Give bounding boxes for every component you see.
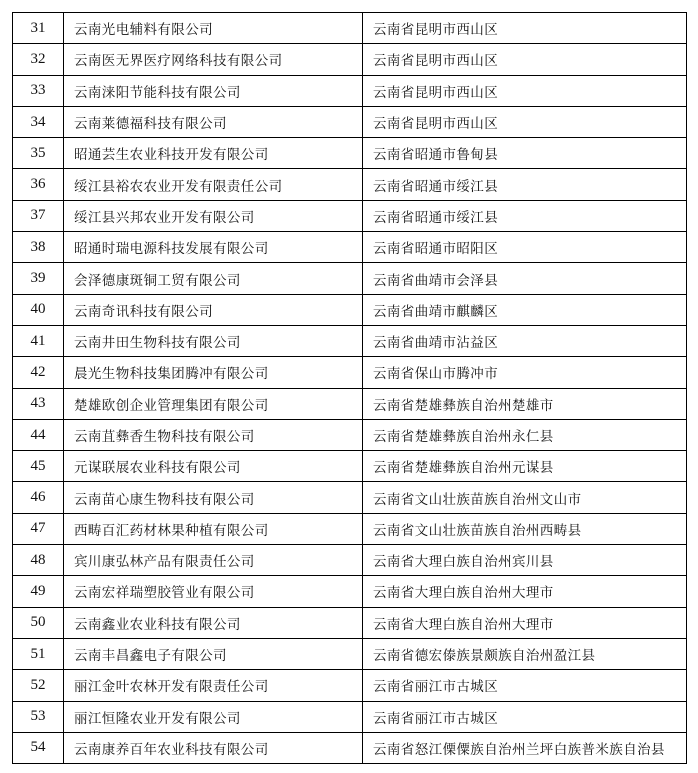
company-location: 云南省丽江市古城区 [363,701,687,732]
company-location: 云南省昆明市西山区 [363,44,687,75]
company-name: 昭通芸生农业科技开发有限公司 [64,138,363,169]
company-location: 云南省文山壮族苗族自治州西畴县 [363,513,687,544]
company-location: 云南省楚雄彝族自治州永仁县 [363,419,687,450]
company-location: 云南省楚雄彝族自治州元谋县 [363,451,687,482]
row-number: 33 [13,75,64,106]
table-row [13,325,687,356]
table-row [13,200,687,231]
table-row [13,545,687,576]
company-name: 丽江恒隆农业开发有限公司 [64,701,363,732]
company-name: 云南井田生物科技有限公司 [64,325,363,356]
company-location: 云南省昆明市西山区 [363,75,687,106]
row-number: 43 [13,388,64,419]
table-row [13,701,687,732]
row-number: 46 [13,482,64,513]
table-row [13,419,687,450]
table-row [13,169,687,200]
company-location: 云南省昆明市西山区 [363,106,687,137]
row-number: 53 [13,701,64,732]
company-location: 云南省大理白族自治州大理市 [363,607,687,638]
company-name: 晨光生物科技集团腾冲有限公司 [64,357,363,388]
company-location: 云南省怒江傈僳族自治州兰坪白族普米族自治县 [363,732,687,763]
company-name: 云南莱德福科技有限公司 [64,106,363,137]
table-row [13,482,687,513]
row-number: 41 [13,325,64,356]
company-name: 昭通时瑞电源科技发展有限公司 [64,232,363,263]
row-number: 35 [13,138,64,169]
company-location: 云南省曲靖市麒麟区 [363,294,687,325]
row-number: 51 [13,638,64,669]
table-row [13,451,687,482]
row-number: 34 [13,106,64,137]
table-row [13,106,687,137]
company-name: 西畴百汇药材林果种植有限公司 [64,513,363,544]
company-table-body [13,13,687,764]
row-number: 39 [13,263,64,294]
company-location: 云南省楚雄彝族自治州楚雄市 [363,388,687,419]
company-name: 云南光电辅料有限公司 [64,13,363,44]
company-name: 云南苴彝香生物科技有限公司 [64,419,363,450]
row-number: 48 [13,545,64,576]
table-row [13,44,687,75]
company-location: 云南省大理白族自治州宾川县 [363,545,687,576]
company-name: 绥江县裕农农业开发有限责任公司 [64,169,363,200]
table-row [13,670,687,701]
company-location: 云南省昭通市昭阳区 [363,232,687,263]
table-row [13,138,687,169]
company-location: 云南省大理白族自治州大理市 [363,576,687,607]
row-number: 44 [13,419,64,450]
company-location: 云南省保山市腾冲市 [363,357,687,388]
row-number: 50 [13,607,64,638]
table-row [13,13,687,44]
row-number: 49 [13,576,64,607]
company-name: 楚雄欧创企业管理集团有限公司 [64,388,363,419]
company-name: 云南奇讯科技有限公司 [64,294,363,325]
row-number: 31 [13,13,64,44]
company-location: 云南省曲靖市会泽县 [363,263,687,294]
company-location: 云南省曲靖市沾益区 [363,325,687,356]
row-number: 47 [13,513,64,544]
company-name: 丽江金叶农林开发有限责任公司 [64,670,363,701]
row-number: 45 [13,451,64,482]
company-location: 云南省昭通市绥江县 [363,169,687,200]
table-row [13,357,687,388]
company-name: 宾川康弘林产品有限责任公司 [64,545,363,576]
row-number: 40 [13,294,64,325]
company-location: 云南省文山壮族苗族自治州文山市 [363,482,687,513]
company-name: 元谋联展农业科技有限公司 [64,451,363,482]
company-name: 绥江县兴邦农业开发有限公司 [64,200,363,231]
company-location: 云南省昭通市绥江县 [363,200,687,231]
row-number: 32 [13,44,64,75]
table-row [13,232,687,263]
table-row [13,75,687,106]
table-row [13,263,687,294]
company-name: 云南涞阳节能科技有限公司 [64,75,363,106]
company-location: 云南省昆明市西山区 [363,13,687,44]
table-row [13,388,687,419]
row-number: 54 [13,732,64,763]
company-location: 云南省昭通市鲁甸县 [363,138,687,169]
table-row [13,576,687,607]
company-name: 云南宏祥瑞塑胶管业有限公司 [64,576,363,607]
table-row [13,607,687,638]
table-row [13,513,687,544]
row-number: 37 [13,200,64,231]
company-table [12,12,687,764]
table-row [13,638,687,669]
row-number: 36 [13,169,64,200]
company-name: 云南鑫业农业科技有限公司 [64,607,363,638]
row-number: 42 [13,357,64,388]
row-number: 52 [13,670,64,701]
company-name: 云南丰昌鑫电子有限公司 [64,638,363,669]
company-location: 云南省丽江市古城区 [363,670,687,701]
table-row [13,294,687,325]
company-location: 云南省德宏傣族景颇族自治州盈江县 [363,638,687,669]
company-name: 云南苗心康生物科技有限公司 [64,482,363,513]
row-number: 38 [13,232,64,263]
table-row [13,732,687,763]
company-name: 云南康养百年农业科技有限公司 [64,732,363,763]
company-name: 会泽德康斑铜工贸有限公司 [64,263,363,294]
company-name: 云南医无界医疗网络科技有限公司 [64,44,363,75]
